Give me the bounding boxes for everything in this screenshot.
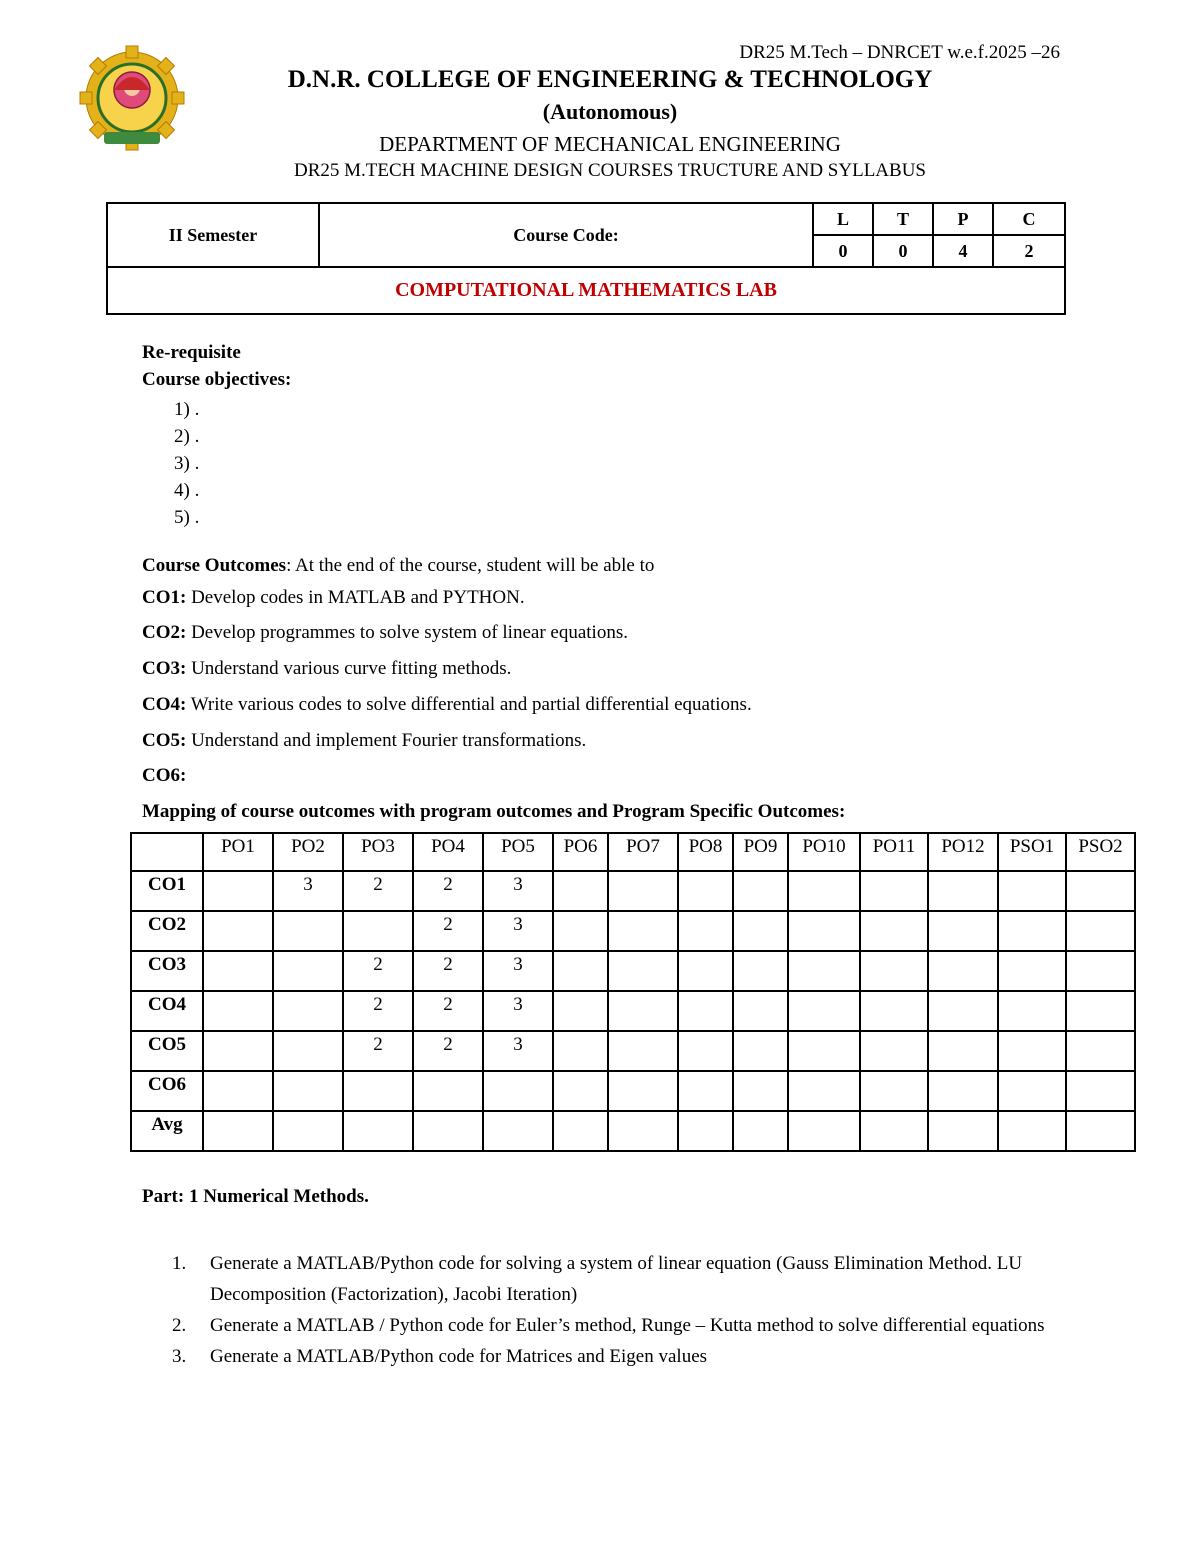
mapping-column-header: PO11	[860, 833, 928, 871]
objectives-list	[174, 396, 199, 531]
outcome-co1	[142, 587, 525, 609]
mapping-cell	[733, 911, 788, 951]
outcome-label: CO2:	[142, 622, 187, 643]
outcome-label: CO6:	[142, 765, 187, 786]
mapping-cell: 3	[483, 911, 553, 951]
mapping-cell	[860, 1111, 928, 1151]
mapping-cell	[203, 871, 273, 911]
mapping-cell: 3	[273, 871, 343, 911]
mapping-cell	[608, 951, 678, 991]
course-title: COMPUTATIONAL MATHEMATICS LAB	[107, 267, 1065, 314]
outcome-co2	[142, 622, 628, 644]
mapping-row	[131, 871, 1135, 911]
outcome-label: CO5:	[142, 730, 187, 751]
mapping-cell	[273, 1111, 343, 1151]
mapping-cell	[608, 1111, 678, 1151]
mapping-cell	[608, 1071, 678, 1111]
mapping-row	[131, 1071, 1135, 1111]
mapping-header-row	[131, 833, 1135, 871]
mapping-cell	[553, 1031, 608, 1071]
mapping-cell	[788, 951, 860, 991]
experiment-item	[172, 1248, 1092, 1310]
mapping-row	[131, 951, 1135, 991]
outcome-label: CO1:	[142, 587, 187, 608]
mapping-cell	[1066, 911, 1135, 951]
mapping-cell	[343, 1071, 413, 1111]
mapping-cell	[733, 991, 788, 1031]
mapping-cell	[998, 991, 1066, 1031]
college-logo	[70, 44, 194, 156]
mapping-cell	[553, 1071, 608, 1111]
mapping-column-header: PSO1	[998, 833, 1066, 871]
mapping-row	[131, 991, 1135, 1031]
mapping-cell	[273, 951, 343, 991]
objective-item: 1) .	[174, 399, 200, 420]
mapping-cell	[608, 1031, 678, 1071]
experiment-number: 2.	[172, 1315, 187, 1336]
mapping-cell	[788, 1031, 860, 1071]
mapping-cell	[788, 871, 860, 911]
mapping-cell	[343, 1111, 413, 1151]
mapping-row-label: CO1	[131, 871, 203, 911]
mapping-corner-cell	[131, 833, 203, 871]
outcome-co5	[142, 730, 586, 752]
mapping-cell: 2	[343, 991, 413, 1031]
experiment-text: Generate a MATLAB / Python code for Euler’s method, Runge – Kutta method to solve differential equations	[210, 1315, 1045, 1336]
outcome-text: Develop codes in MATLAB and PYTHON.	[186, 587, 525, 608]
mapping-table	[130, 832, 1136, 1152]
mapping-cell	[678, 991, 733, 1031]
mapping-cell	[928, 1071, 998, 1111]
mapping-cell	[788, 991, 860, 1031]
outcomes-heading	[142, 555, 654, 577]
mapping-cell	[998, 1031, 1066, 1071]
mapping-cell	[860, 951, 928, 991]
mapping-row-label: CO2	[131, 911, 203, 951]
mapping-cell	[678, 1071, 733, 1111]
objectives-heading: Course objectives:	[142, 369, 292, 390]
mapping-column-header: PO10	[788, 833, 860, 871]
outcome-text: Understand various curve fitting methods.	[186, 658, 512, 679]
course-info-table	[106, 202, 1066, 315]
mapping-row-label: CO6	[131, 1071, 203, 1111]
mapping-heading: Mapping of course outcomes with program outcomes and Program Specific Outcomes:	[142, 801, 846, 822]
mapping-cell: 2	[343, 1031, 413, 1071]
mapping-cell	[343, 911, 413, 951]
mapping-cell	[483, 1071, 553, 1111]
mapping-column-header: PSO2	[1066, 833, 1135, 871]
mapping-cell: 2	[413, 871, 483, 911]
mapping-cell	[203, 951, 273, 991]
mapping-cell: 2	[413, 911, 483, 951]
mapping-row-label: CO4	[131, 991, 203, 1031]
experiment-item	[172, 1341, 1092, 1372]
mapping-cell	[998, 951, 1066, 991]
outcome-co6	[142, 765, 186, 787]
outcome-text: Write various codes to solve differential and partial differential equations.	[186, 694, 752, 715]
part1-heading: Part: 1 Numerical Methods.	[142, 1186, 369, 1207]
objective-item: 4) .	[174, 480, 200, 501]
mapping-cell	[273, 991, 343, 1031]
mapping-cell	[678, 871, 733, 911]
mapping-cell	[998, 911, 1066, 951]
mapping-cell: 3	[483, 871, 553, 911]
experiment-text: Generate a MATLAB/Python code for solving a system of linear equation (Gauss Elimination Method. LU Decomposition (Factorization), Jacobi Iteration)	[210, 1253, 1023, 1305]
ltpc-header-l: L	[813, 203, 873, 235]
outcomes-heading-text: : At the end of the course, student will be able to	[286, 555, 655, 576]
mapping-cell	[928, 991, 998, 1031]
mapping-cell	[203, 911, 273, 951]
mapping-cell	[608, 871, 678, 911]
semester-cell: II Semester	[107, 203, 319, 267]
mapping-cell	[733, 1031, 788, 1071]
objective-item: 3) .	[174, 453, 200, 474]
mapping-row	[131, 1111, 1135, 1151]
mapping-cell	[413, 1111, 483, 1151]
mapping-cell	[1066, 1071, 1135, 1111]
mapping-cell	[273, 1031, 343, 1071]
mapping-column-header: PO8	[678, 833, 733, 871]
ltpc-value-c: 2	[993, 235, 1065, 267]
mapping-cell	[860, 1031, 928, 1071]
ltpc-header-p: P	[933, 203, 993, 235]
mapping-cell	[1066, 871, 1135, 911]
mapping-cell	[553, 871, 608, 911]
mapping-column-header: PO6	[553, 833, 608, 871]
mapping-cell	[1066, 991, 1135, 1031]
mapping-column-header: PO7	[608, 833, 678, 871]
outcome-text: Understand and implement Fourier transformations.	[186, 730, 587, 751]
ltpc-value-p: 4	[933, 235, 993, 267]
mapping-cell: 3	[483, 991, 553, 1031]
mapping-cell	[1066, 1031, 1135, 1071]
outcome-text: Develop programmes to solve system of linear equations.	[186, 622, 628, 643]
outcome-co3	[142, 658, 511, 680]
mapping-cell	[788, 1071, 860, 1111]
experiment-item	[172, 1310, 1092, 1341]
ltpc-value-t: 0	[873, 235, 933, 267]
objective-item: 2) .	[174, 426, 200, 447]
mapping-cell	[678, 1111, 733, 1151]
mapping-cell: 2	[413, 991, 483, 1031]
ltpc-header-c: C	[993, 203, 1065, 235]
mapping-row-label: Avg	[131, 1111, 203, 1151]
mapping-cell: 2	[343, 951, 413, 991]
mapping-cell	[733, 951, 788, 991]
experiment-number: 1.	[172, 1253, 187, 1274]
mapping-cell	[678, 1031, 733, 1071]
mapping-row-label: CO3	[131, 951, 203, 991]
mapping-cell	[1066, 1111, 1135, 1151]
ltpc-header-t: T	[873, 203, 933, 235]
experiment-number: 3.	[172, 1346, 187, 1367]
mapping-cell	[553, 991, 608, 1031]
experiments-list	[172, 1248, 1092, 1372]
outcome-co4	[142, 694, 752, 716]
mapping-cell	[928, 951, 998, 991]
mapping-cell	[928, 871, 998, 911]
mapping-cell	[860, 1071, 928, 1111]
document-reference: DR25 M.Tech – DNRCET w.e.f.2025 –26	[739, 42, 1060, 63]
ltpc-value-l: 0	[813, 235, 873, 267]
mapping-cell	[733, 1071, 788, 1111]
mapping-cell	[928, 911, 998, 951]
mapping-cell	[998, 1111, 1066, 1151]
mapping-cell	[553, 951, 608, 991]
outcomes-heading-label: Course Outcomes	[142, 555, 287, 576]
mapping-cell	[733, 871, 788, 911]
mapping-row	[131, 1031, 1135, 1071]
prerequisite-label: Re-requisite	[142, 342, 241, 363]
syllabus-title: DR25 M.TECH MACHINE DESIGN COURSES TRUCTURE AND SYLLABUS	[294, 160, 926, 181]
experiment-text: Generate a MATLAB/Python code for Matrices and Eigen values	[210, 1346, 708, 1367]
mapping-cell	[553, 911, 608, 951]
mapping-cell	[928, 1031, 998, 1071]
course-code-cell: Course Code:	[319, 203, 813, 267]
mapping-cell	[483, 1111, 553, 1151]
mapping-row	[131, 911, 1135, 951]
mapping-cell	[608, 911, 678, 951]
mapping-cell	[998, 871, 1066, 911]
mapping-cell	[608, 991, 678, 1031]
mapping-cell: 2	[413, 1031, 483, 1071]
mapping-cell	[860, 991, 928, 1031]
outcome-label: CO3:	[142, 658, 187, 679]
mapping-column-header: PO4	[413, 833, 483, 871]
mapping-cell	[273, 911, 343, 951]
mapping-cell	[860, 871, 928, 911]
mapping-cell	[928, 1111, 998, 1151]
objective-item: 5) .	[174, 507, 200, 528]
mapping-cell	[273, 1071, 343, 1111]
mapping-cell	[788, 1111, 860, 1151]
mapping-cell	[203, 991, 273, 1031]
mapping-row-label: CO5	[131, 1031, 203, 1071]
department-name: DEPARTMENT OF MECHANICAL ENGINEERING	[379, 132, 841, 156]
mapping-cell	[203, 1071, 273, 1111]
mapping-cell: 2	[343, 871, 413, 911]
mapping-column-header: PO3	[343, 833, 413, 871]
mapping-cell	[998, 1071, 1066, 1111]
mapping-column-header: PO12	[928, 833, 998, 871]
mapping-column-header: PO1	[203, 833, 273, 871]
college-name: D.N.R. COLLEGE OF ENGINEERING & TECHNOLOGY	[287, 66, 933, 93]
mapping-cell	[788, 911, 860, 951]
mapping-cell	[203, 1111, 273, 1151]
mapping-cell: 2	[413, 951, 483, 991]
mapping-column-header: PO2	[273, 833, 343, 871]
mapping-cell	[733, 1111, 788, 1151]
autonomous-label: (Autonomous)	[542, 99, 678, 124]
mapping-column-header: PO9	[733, 833, 788, 871]
mapping-cell	[553, 1111, 608, 1151]
mapping-cell	[678, 951, 733, 991]
mapping-cell	[678, 911, 733, 951]
mapping-cell: 3	[483, 1031, 553, 1071]
mapping-cell	[860, 911, 928, 951]
mapping-cell	[413, 1071, 483, 1111]
mapping-cell	[203, 1031, 273, 1071]
mapping-column-header: PO5	[483, 833, 553, 871]
outcome-label: CO4:	[142, 694, 187, 715]
mapping-cell	[1066, 951, 1135, 991]
mapping-cell: 3	[483, 951, 553, 991]
